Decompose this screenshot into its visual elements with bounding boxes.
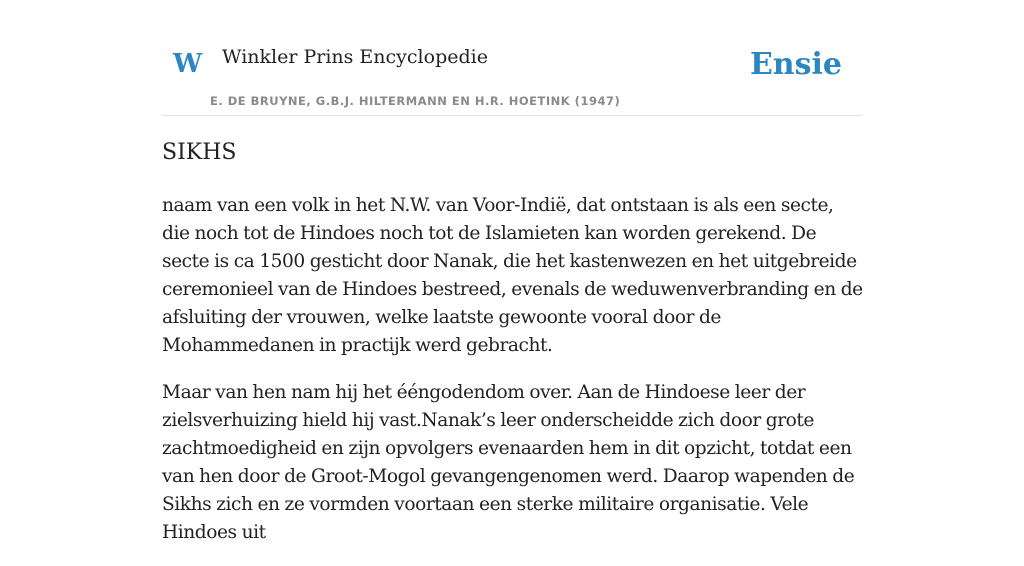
publication-title[interactable]: Winkler Prins Encyclopedie [222, 46, 488, 68]
article-paragraph: naam van een volk in het N.W. van Voor-Indië, dat ontstaan is als een secte, die noch tot de Hindoes noch tot de Islamieten kan worden gerekend. De secte is ca 1500 gesticht door Nanak, die het kastenwezen en het uitgebreide ceremonieel van de Hindoes bestreed, evenals de weduwenverbranding en de afsluiting der vrouwen, welke laatste gewoonte vooral door de Mohammedanen in practijk werd gebracht. [162, 195, 863, 356]
publication-authors: E. DE BRUYNE, G.B.J. HILTERMANN EN H.R. HOETINK (1947) [210, 94, 621, 108]
publication-logo[interactable]: W [173, 49, 203, 79]
header [162, 36, 862, 116]
article-title: SIKHS [162, 140, 237, 165]
brand-logo[interactable]: Ensie [749, 47, 842, 82]
article-body [162, 192, 864, 566]
article-paragraph: Maar van hen nam hij het ééngodendom over. Aan de Hindoese leer der zielsverhuizing hield hij vast.Nanak’s leer onderscheidde zich door grote zachtmoedigheid en zijn opvolgers evenaarden hem in dit opzicht, totdat een van hen door de Groot-Mogol gevangengenomen werd. Daarop wapenden de Sikhs zich en ze vormden voortaan een sterke militaire organisatie. Vele Hindoes uit [162, 382, 855, 543]
